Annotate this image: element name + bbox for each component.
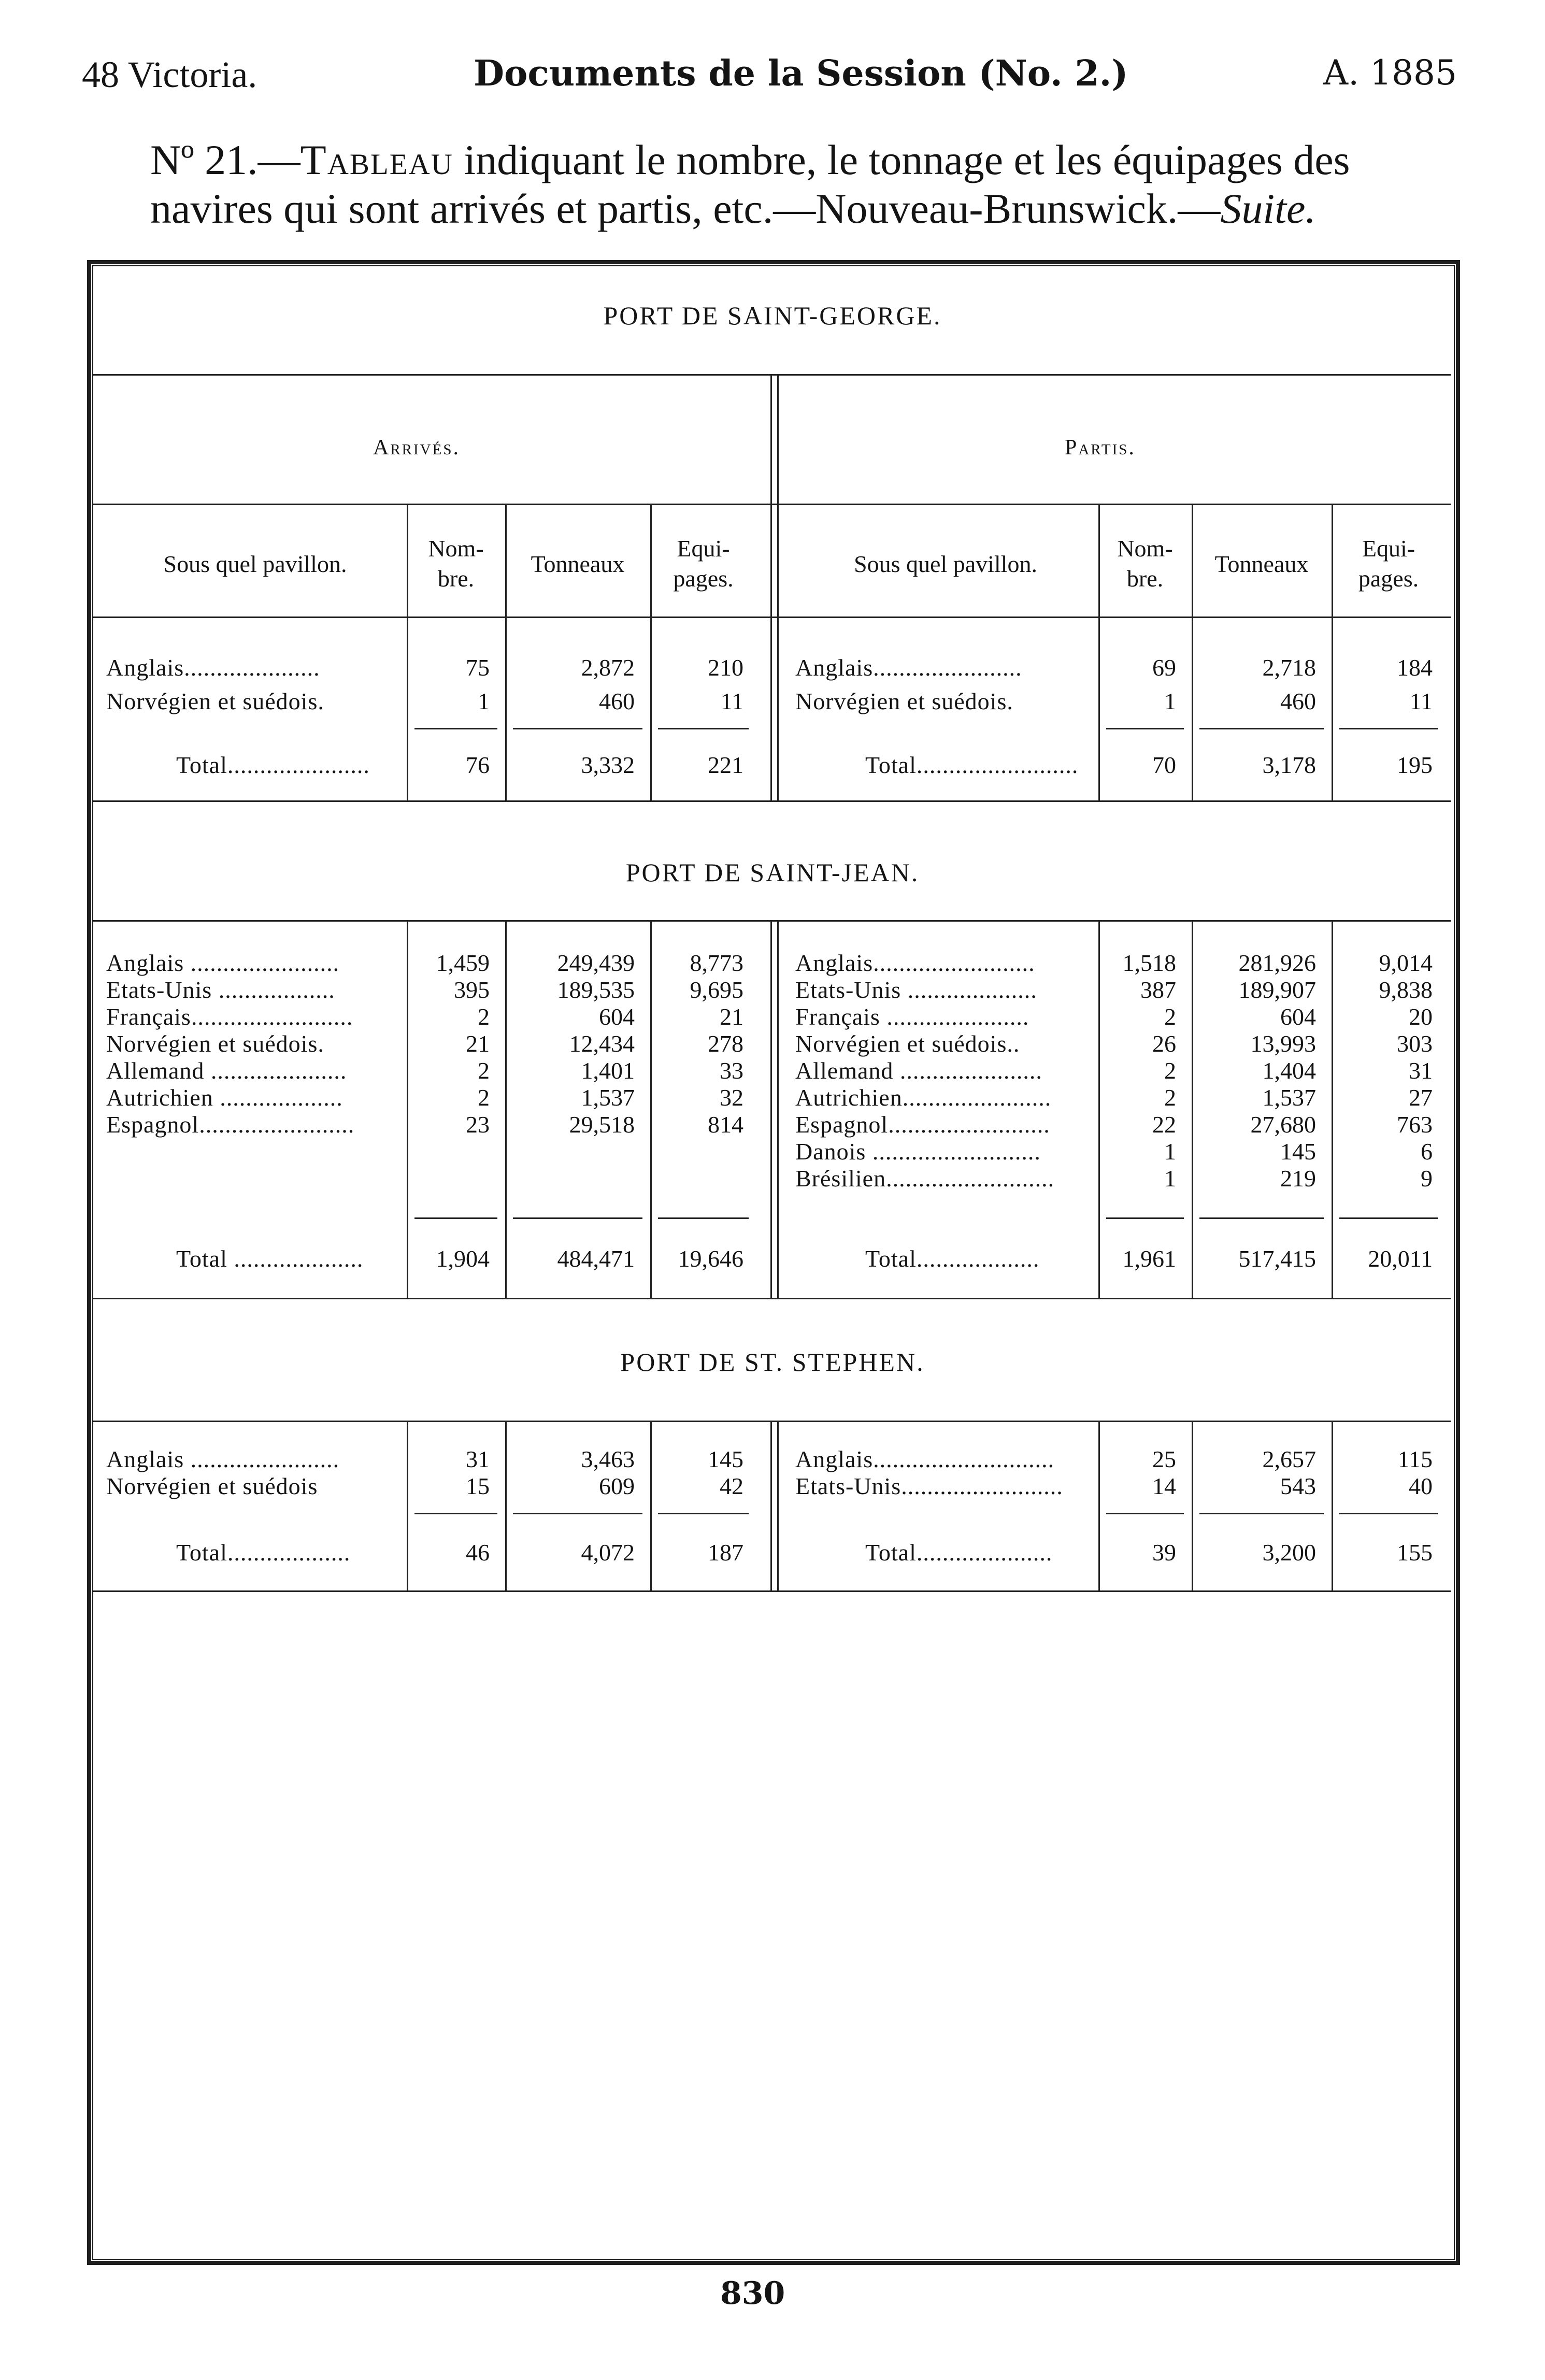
equipages-cell: 278 xyxy=(708,1030,743,1057)
equipages-cell: 40 xyxy=(1409,1473,1433,1499)
equipages-cell: 9,838 xyxy=(1379,977,1433,1003)
running-header-left: 48 Victoria. xyxy=(82,54,258,95)
port-rule xyxy=(93,920,1451,922)
equipages-cell: 32 xyxy=(720,1084,743,1111)
tonneaux-cell: 281,926 xyxy=(1238,950,1316,976)
nombre-cell: 23 xyxy=(466,1111,490,1138)
nombre-cell: 26 xyxy=(1152,1030,1176,1057)
total-rule xyxy=(1339,728,1438,729)
port-title: PORT DE SAINT-JEAN. xyxy=(625,858,920,887)
equipages-cell: 210 xyxy=(708,654,743,681)
flag-label: Autrichien....................... xyxy=(795,1084,1052,1111)
nombre-cell: 22 xyxy=(1152,1111,1176,1138)
port-title: PORT DE ST. STEPHEN. xyxy=(620,1347,925,1377)
tonneaux-cell: 189,907 xyxy=(1238,977,1316,1003)
nombre-cell: 2 xyxy=(1164,1057,1176,1084)
equipages-cell: 814 xyxy=(708,1111,743,1138)
total-label: Total......................... xyxy=(865,752,1079,778)
header-rule xyxy=(93,616,1451,618)
total-rule xyxy=(1106,1513,1184,1514)
total-equipages: 221 xyxy=(708,752,743,778)
total-equipages: 20,011 xyxy=(1368,1245,1433,1272)
total-label: Total................... xyxy=(176,1539,351,1566)
flag-label: Etats-Unis .................. xyxy=(106,977,335,1003)
flag-label: Etats-Unis .................... xyxy=(795,977,1037,1003)
port-end-rule xyxy=(93,1590,1451,1592)
center-rule xyxy=(770,1421,772,1590)
section-arrives: Arrivés. xyxy=(373,436,460,460)
nombre-cell: 25 xyxy=(1152,1446,1176,1472)
section-rule xyxy=(93,504,1451,505)
flag-label: Allemand ..................... xyxy=(106,1057,347,1084)
tonneaux-cell: 145 xyxy=(1280,1138,1316,1165)
total-rule xyxy=(658,728,749,729)
tonneaux-cell: 13,993 xyxy=(1250,1030,1316,1057)
nombre-cell: 387 xyxy=(1140,977,1176,1003)
total-equipages: 155 xyxy=(1397,1539,1433,1566)
equipages-cell: 11 xyxy=(1409,688,1433,714)
nombre-cell: 75 xyxy=(466,654,490,681)
total-rule xyxy=(414,1217,497,1219)
nombre-cell: 1 xyxy=(478,688,490,714)
equipages-cell: 303 xyxy=(1397,1030,1433,1057)
nombre-cell: 2 xyxy=(478,1084,490,1111)
total-rule xyxy=(513,728,642,729)
equipages-cell: 27 xyxy=(1409,1084,1433,1111)
table-title-line-2 xyxy=(150,185,1316,232)
tonneaux-cell: 1,404 xyxy=(1262,1057,1316,1084)
total-label: Total...................... xyxy=(176,752,370,778)
header-pavillon-partis: Sous quel pavillon. xyxy=(854,551,1037,577)
flag-label: Français ...................... xyxy=(795,1003,1029,1030)
tonneaux-cell: 543 xyxy=(1280,1473,1316,1499)
total-label: Total..................... xyxy=(865,1539,1053,1566)
total-rule xyxy=(1199,1513,1324,1514)
equipages-cell: 184 xyxy=(1397,654,1433,681)
table-title-suite: Suite. xyxy=(1220,185,1316,232)
equipages-cell: 11 xyxy=(720,688,743,714)
total-tonneaux: 3,178 xyxy=(1262,752,1316,778)
total-nombre: 70 xyxy=(1152,752,1176,778)
port-rule xyxy=(93,374,1451,376)
flag-label: Anglais ....................... xyxy=(106,1446,340,1472)
table-title-line2: navires qui sont arrivés et partis, etc.—Nouveau-Brunswick.— xyxy=(150,185,1221,232)
flag-label: Espagnol......................... xyxy=(795,1111,1050,1138)
flag-label: Danois .......................... xyxy=(795,1138,1041,1165)
tonneaux-cell: 27,680 xyxy=(1250,1111,1316,1138)
nombre-cell: 2 xyxy=(478,1057,490,1084)
equipages-cell: 115 xyxy=(1397,1446,1433,1472)
total-tonneaux: 517,415 xyxy=(1238,1245,1316,1272)
total-equipages: 195 xyxy=(1397,752,1433,778)
port-title: PORT DE SAINT-GEORGE. xyxy=(603,301,942,330)
tonneaux-cell: 604 xyxy=(599,1003,635,1030)
nombre-cell: 395 xyxy=(454,977,490,1003)
flag-label: Anglais......................... xyxy=(795,950,1035,976)
nombre-cell: 15 xyxy=(466,1473,490,1499)
equipages-cell: 9,695 xyxy=(690,977,743,1003)
running-header-title: Documents de la Session (No. 2.) xyxy=(474,53,1128,94)
total-rule xyxy=(414,1513,497,1514)
port-end-rule xyxy=(93,1298,1451,1299)
flag-label: Norvégien et suédois. xyxy=(106,688,324,714)
tonneaux-cell: 2,657 xyxy=(1262,1446,1316,1472)
section-partis: Partis. xyxy=(1065,436,1136,460)
tonneaux-cell: 1,401 xyxy=(581,1057,635,1084)
nombre-cell: 2 xyxy=(1164,1003,1176,1030)
tonneaux-cell: 29,518 xyxy=(569,1111,635,1138)
equipages-cell: 763 xyxy=(1397,1111,1433,1138)
tonneaux-cell: 249,439 xyxy=(557,950,635,976)
total-equipages: 187 xyxy=(708,1539,743,1566)
tonneaux-cell: 1,537 xyxy=(1262,1084,1316,1111)
center-rule xyxy=(770,374,772,800)
tonneaux-cell: 3,463 xyxy=(581,1446,635,1472)
tonneaux-cell: 189,535 xyxy=(557,977,635,1003)
total-equipages: 19,646 xyxy=(678,1245,743,1272)
flag-label: Norvégien et suédois xyxy=(106,1473,318,1499)
page-number: 830 xyxy=(720,2275,785,2312)
nombre-cell: 1 xyxy=(1164,1165,1176,1192)
tonneaux-cell: 1,537 xyxy=(581,1084,635,1111)
total-rule xyxy=(1339,1513,1438,1514)
nombre-cell: 14 xyxy=(1152,1473,1176,1499)
tonneaux-cell: 219 xyxy=(1280,1165,1316,1192)
nombre-cell: 31 xyxy=(466,1446,490,1472)
nombre-cell: 2 xyxy=(478,1003,490,1030)
equipages-cell: 42 xyxy=(720,1473,743,1499)
header-equipages-arrives: Equi- pages. xyxy=(673,535,734,592)
header-nombre-partis: Nom- bre. xyxy=(1117,535,1173,592)
flag-label: Norvégien et suédois.. xyxy=(795,1030,1020,1057)
header-tonneaux-partis: Tonneaux xyxy=(1214,551,1309,577)
equipages-cell: 6 xyxy=(1421,1138,1433,1165)
equipages-cell: 9 xyxy=(1421,1165,1433,1192)
nombre-cell: 1,459 xyxy=(436,950,490,976)
header-pavillon-arrives: Sous quel pavillon. xyxy=(163,551,347,577)
equipages-cell: 20 xyxy=(1409,1003,1433,1030)
total-rule xyxy=(658,1217,749,1219)
equipages-cell: 31 xyxy=(1409,1057,1433,1084)
total-nombre: 46 xyxy=(466,1539,490,1566)
flag-label: Allemand ...................... xyxy=(795,1057,1042,1084)
flag-label: Français......................... xyxy=(106,1003,353,1030)
table-word: Tableau xyxy=(300,136,453,183)
nombre-cell: 1 xyxy=(1164,688,1176,714)
total-rule xyxy=(1339,1217,1438,1219)
total-rule xyxy=(414,728,497,729)
flag-label: Autrichien ................... xyxy=(106,1084,343,1111)
total-rule xyxy=(1199,728,1324,729)
total-label: Total .................... xyxy=(176,1245,364,1272)
equipages-cell: 33 xyxy=(720,1057,743,1084)
total-label: Total................... xyxy=(865,1245,1040,1272)
total-rule xyxy=(658,1513,749,1514)
center-rule xyxy=(777,374,779,800)
total-tonneaux: 4,072 xyxy=(581,1539,635,1566)
flag-label: Norvégien et suédois. xyxy=(106,1030,324,1057)
equipages-cell: 8,773 xyxy=(690,950,743,976)
header-equipages-partis: Equi- pages. xyxy=(1358,535,1419,592)
tonneaux-cell: 460 xyxy=(599,688,635,714)
total-rule xyxy=(1199,1217,1324,1219)
nombre-cell: 1 xyxy=(1164,1138,1176,1165)
total-nombre: 1,904 xyxy=(436,1245,490,1272)
flag-label: Anglais....................... xyxy=(795,654,1022,681)
flag-label: Espagnol........................ xyxy=(106,1111,355,1138)
center-rule xyxy=(777,920,779,1298)
total-rule xyxy=(1106,1217,1184,1219)
nombre-cell: 69 xyxy=(1152,654,1176,681)
nombre-cell: 2 xyxy=(1164,1084,1176,1111)
tonneaux-cell: 609 xyxy=(599,1473,635,1499)
tonneaux-cell: 2,718 xyxy=(1262,654,1316,681)
total-tonneaux: 3,332 xyxy=(581,752,635,778)
total-rule xyxy=(1106,728,1184,729)
total-nombre: 39 xyxy=(1152,1539,1176,1566)
flag-label: Anglais..................... xyxy=(106,654,320,681)
flag-label: Anglais ....................... xyxy=(106,950,340,976)
running-header-right: A. 1885 xyxy=(1323,53,1457,93)
table-title-rest: indiquant le nombre, le tonnage et les équipages des xyxy=(453,136,1350,183)
total-tonneaux: 3,200 xyxy=(1262,1539,1316,1566)
total-rule xyxy=(513,1217,642,1219)
tonneaux-cell: 460 xyxy=(1280,688,1316,714)
table-number: Nº 21.— xyxy=(150,136,301,183)
total-rule xyxy=(513,1513,642,1514)
equipages-cell: 9,014 xyxy=(1379,950,1433,976)
total-tonneaux: 484,471 xyxy=(557,1245,635,1272)
equipages-cell: 145 xyxy=(708,1446,743,1472)
nombre-cell: 21 xyxy=(466,1030,490,1057)
total-nombre: 76 xyxy=(466,752,490,778)
header-tonneaux-arrives: Tonneaux xyxy=(531,551,625,577)
tonneaux-cell: 604 xyxy=(1280,1003,1316,1030)
center-rule xyxy=(770,920,772,1298)
header-nombre-arrives: Nom- bre. xyxy=(428,535,484,592)
equipages-cell: 21 xyxy=(720,1003,743,1030)
tonneaux-cell: 2,872 xyxy=(581,654,635,681)
flag-label: Norvégien et suédois. xyxy=(795,688,1013,714)
nombre-cell: 1,518 xyxy=(1122,950,1176,976)
flag-label: Brésilien.......................... xyxy=(795,1165,1055,1192)
total-nombre: 1,961 xyxy=(1122,1245,1176,1272)
table-title-line-1 xyxy=(150,136,1350,183)
tonneaux-cell: 12,434 xyxy=(569,1030,635,1057)
port-end-rule xyxy=(93,800,1451,802)
flag-label: Anglais............................ xyxy=(795,1446,1055,1472)
flag-label: Etats-Unis......................... xyxy=(795,1473,1063,1499)
port-rule xyxy=(93,1421,1451,1422)
center-rule xyxy=(777,1421,779,1590)
